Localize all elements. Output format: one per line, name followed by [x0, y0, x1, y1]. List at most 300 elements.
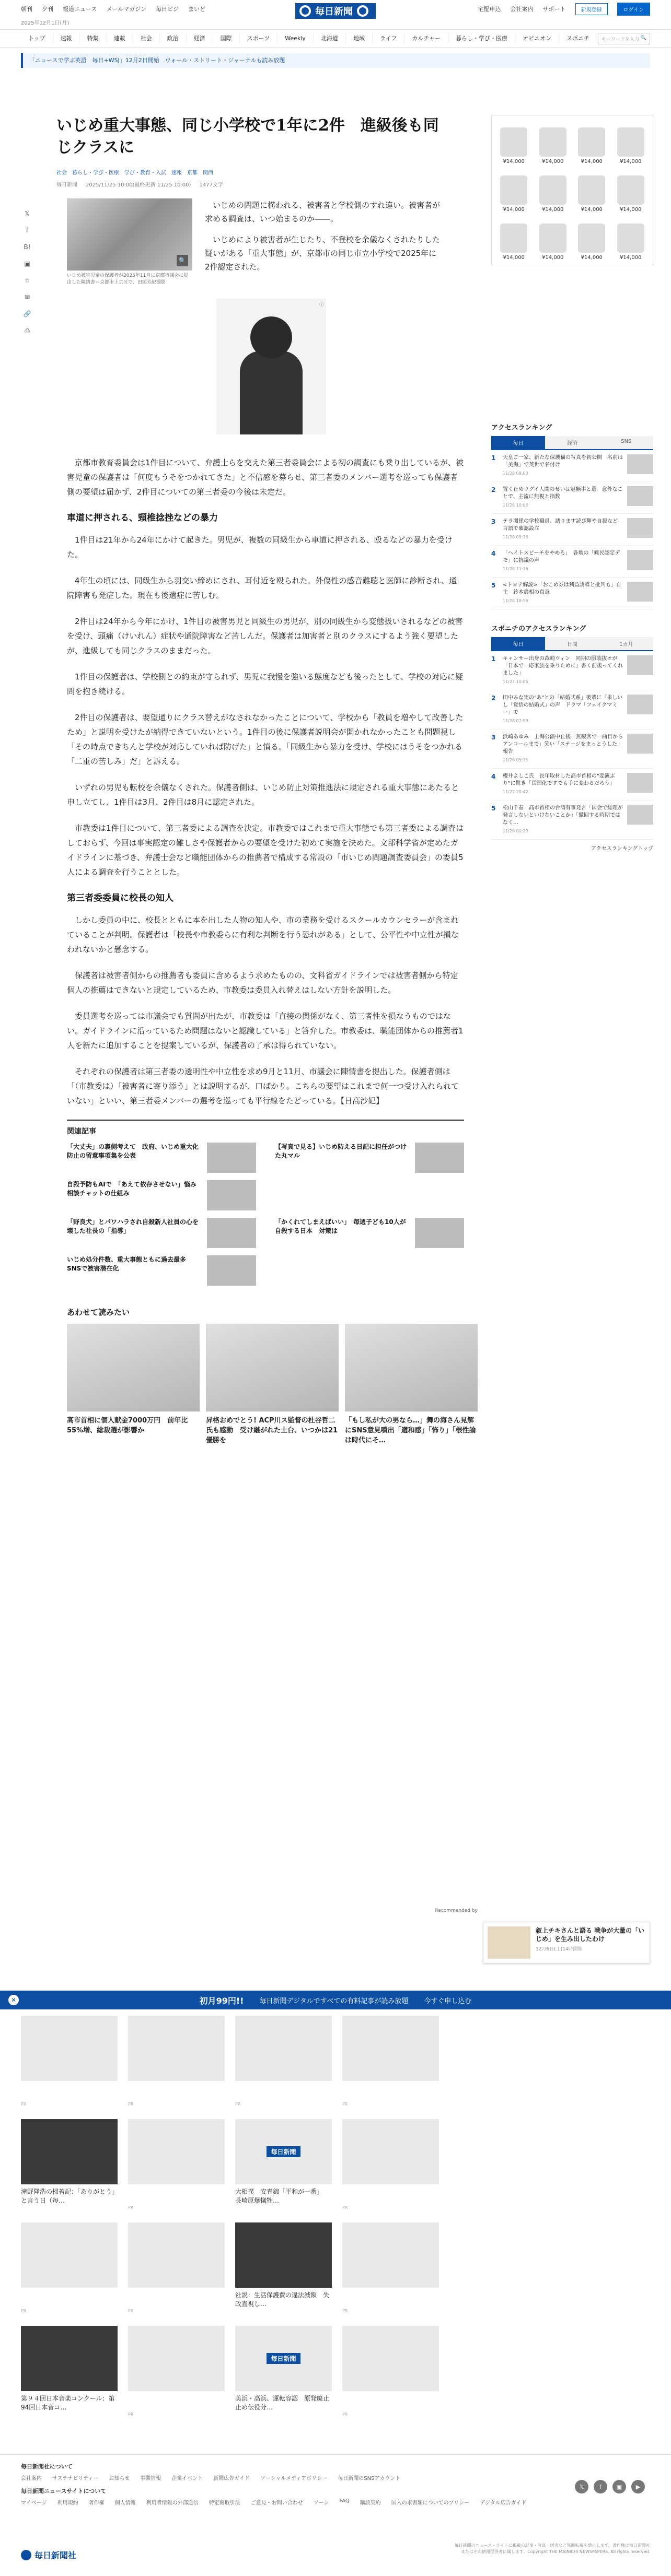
recommend-cards	[21, 2016, 439, 2417]
paragraph: 1件目の保護者は、学校側との約束が守られず、男児に我慢を強いる態度なども後ったとして、学校の対応に疑問を抱き続ける。	[67, 672, 464, 696]
card-title	[128, 2291, 225, 2309]
nav-item[interactable]: 北海道	[314, 33, 346, 44]
top-link[interactable]: 報道ニュース	[63, 6, 97, 13]
footer-links	[21, 2498, 650, 2506]
article-photo[interactable]	[67, 198, 192, 270]
ad-product[interactable]	[496, 216, 532, 261]
card-title	[128, 2187, 225, 2205]
related-title: 「大丈夫」の裏側考えて 政府、いじめ重大化防止の留意事項集を公表	[67, 1143, 199, 1159]
rank-thumb	[627, 734, 653, 754]
rec-card[interactable]	[342, 2119, 439, 2210]
tab-sns[interactable]: SNS	[599, 436, 653, 449]
rec-card[interactable]	[235, 2119, 332, 2210]
card-title: 美浜・高浜、運転容認 原発廃止止め伝役分…	[235, 2395, 330, 2411]
rank-number: 1	[491, 655, 496, 663]
link-icon[interactable]: 🔗	[23, 310, 31, 317]
footer	[0, 2454, 671, 2576]
rec-card[interactable]	[128, 2222, 225, 2313]
ad-product[interactable]	[574, 120, 610, 164]
product-image	[617, 175, 644, 205]
product-image	[500, 127, 527, 157]
ad-product[interactable]	[535, 120, 571, 164]
footer-link[interactable]: マイページ	[21, 2500, 47, 2506]
article-meta	[56, 180, 454, 188]
related-title: 自殺予防もAIで 「あえて依存させない」悩み相談チャットの仕組み	[67, 1181, 196, 1197]
footer-link[interactable]: FAQ	[339, 2498, 350, 2504]
sponichi-list	[491, 651, 653, 840]
facebook-icon[interactable]: f	[594, 2480, 607, 2493]
nav-item[interactable]: オピニオン	[515, 33, 559, 44]
rec-card[interactable]	[235, 2016, 332, 2107]
subscribe-bar[interactable]	[0, 1991, 671, 2009]
price: ¥14,000	[620, 255, 642, 261]
card-image	[206, 1324, 339, 1411]
price: ¥14,000	[581, 207, 603, 213]
card-image	[345, 1324, 478, 1411]
related-thumb	[207, 1143, 256, 1173]
footer-link[interactable]: 企業イベント	[171, 2476, 203, 2481]
copyright: 毎日新聞のニュース・サイトに掲載の記事・写真・図表など無断転載を禁止します。著作権は毎日新聞社またはその情報提供者に属します。Copyright THE MAINICHI NEWSPAPERS. All rights reserved.	[454, 2543, 650, 2554]
rank-number: 4	[491, 550, 496, 557]
card-title	[21, 2291, 118, 2309]
rank-number: 5	[491, 582, 496, 589]
related-thumb	[415, 1143, 464, 1173]
rank-thumb	[627, 454, 653, 474]
ad-product[interactable]	[574, 168, 610, 213]
main-nav	[0, 29, 671, 48]
related-item[interactable]	[67, 1218, 256, 1248]
tag-link[interactable]: 京都	[187, 170, 198, 176]
ranking-item[interactable]	[491, 482, 653, 514]
card-image	[128, 2222, 225, 2288]
rec-card[interactable]	[342, 2326, 439, 2417]
rank-number: 2	[491, 486, 496, 493]
related-thumb	[207, 1218, 256, 1248]
footer-heading: 毎日新聞社について	[21, 2463, 73, 2470]
card-title: 大相撲 安青錦「平和が一番」 長崎原爆犠牲…	[235, 2188, 327, 2204]
pr-label: PR	[342, 2412, 348, 2417]
rank-date: 11/28 07:53	[503, 719, 528, 723]
product-image	[578, 224, 605, 253]
price: ¥14,000	[542, 255, 564, 261]
sponichi-ranking	[491, 623, 653, 856]
ad-product[interactable]	[574, 216, 610, 261]
card-title	[128, 2084, 225, 2102]
register-button[interactable]: 新規登録	[575, 3, 608, 15]
related-thumb	[207, 1180, 256, 1210]
rank-date: 11/28 05:15	[503, 758, 528, 762]
related-item[interactable]	[67, 1255, 256, 1286]
rec-card[interactable]	[235, 2326, 332, 2417]
youtube-icon[interactable]: ▶	[631, 2480, 645, 2493]
card-title: 社説：生活保護費の違法減額 失政直視し…	[235, 2291, 330, 2308]
also-read-grid	[67, 1324, 480, 1445]
price: ¥14,000	[620, 159, 642, 164]
ad-product[interactable]	[496, 168, 532, 213]
share-bar	[21, 209, 33, 335]
rec-card[interactable]	[21, 2119, 118, 2210]
rank-thumb	[627, 773, 653, 793]
top-left-links	[21, 5, 205, 13]
top-link[interactable]: 朝刊	[21, 6, 32, 13]
subscribe-text: 毎日新聞デジタルですべての有料記事が読み放題	[259, 1997, 409, 2005]
top-link[interactable]: 宅配申込	[478, 6, 501, 13]
rank-thumb	[627, 486, 653, 506]
pr-label: PR	[21, 2309, 27, 2313]
paragraph: 京都市教育委員会は1件目について、弁護士らを交えた第三者委員会による初の調査にも乗り出しているが、被害児童の保護者は「何度もうそをつかれてきた」と不信感を募らせ、第三者委のメンバー選考を巡っても保護者側の要望は届かず、2件目についての第三者委の今後は未定だ。	[67, 458, 464, 497]
ad-product[interactable]	[535, 168, 571, 213]
also-read-card[interactable]	[206, 1324, 339, 1445]
pr-label: PR	[128, 2205, 134, 2210]
card-title: 「もし私が大の男なら…」舞の海さん見解にSNS意見噴出「適和感」「怖り」「根性論は時代にそ…	[345, 1417, 476, 1444]
price: ¥14,000	[503, 159, 525, 164]
rank-number: 3	[491, 518, 496, 525]
mail-icon[interactable]: ✉	[24, 293, 30, 301]
product-image	[539, 224, 566, 253]
lead-figure	[67, 198, 192, 286]
nav-item[interactable]: スポーツ	[240, 33, 278, 44]
site-logo[interactable]	[295, 3, 376, 19]
ad-product[interactable]	[613, 216, 649, 261]
rec-card[interactable]	[342, 2016, 439, 2107]
card-title	[342, 2394, 439, 2412]
footer-link[interactable]: ソーシ	[313, 2500, 329, 2506]
globe-icon	[357, 5, 368, 17]
tab-daily[interactable]: 毎日	[491, 436, 545, 449]
card-image	[235, 2222, 332, 2288]
rank-date: 11/28 00:23	[503, 829, 528, 833]
search-input[interactable]	[598, 33, 650, 44]
section-heading: 車道に押される、頸椎捻挫などの暴力	[67, 513, 218, 523]
pr-label: PR	[342, 2309, 348, 2313]
footer-link[interactable]: 特定商取引法	[209, 2500, 240, 2506]
timestamp: 2025/11/25 10:00(最終更新 11/25 10:00)	[86, 182, 191, 188]
footer-link[interactable]: 個人情報	[114, 2500, 136, 2506]
product-image	[500, 175, 527, 205]
inline-ad[interactable]	[216, 299, 326, 434]
zoom-icon[interactable]: 🔍	[177, 255, 188, 266]
ranking-list	[491, 450, 653, 609]
nav-item[interactable]: 特集	[80, 33, 107, 44]
footer-links	[21, 2474, 650, 2481]
article-title: いじめ重大事態、同じ小学校で1年に2件 進級後も同じクラスに	[56, 116, 439, 157]
card-image	[342, 2326, 439, 2391]
card-image	[342, 2016, 439, 2081]
paragraph: 委員選考を巡っては市議会でも質問が出たが、市教委は「直接の関係がなく、第三者性を損なうものではない。ガイドラインに沿っているため問題はないと認識している」と答弁した。市教委は、職能団体からの推薦者1人を新たに追加することを提案しているが、保護者の了承は得られていない。	[67, 1011, 464, 1050]
price: ¥14,000	[620, 207, 642, 213]
paragraph: 2件目は24年から今年にかけ、1件目の被害男児と同級生の男児が、別の同級生から変態扱いされるなどの被害を受け、頭痛（けいれん）症状や通院障害など苦しんだ。保護者は加害者と別のクラスにするよう強く要望したが、進級しても同じクラスのままだった。	[67, 617, 463, 655]
article	[41, 115, 476, 1445]
nav-item[interactable]: トップ	[21, 33, 53, 44]
toast-date: 12月6日(土)14時開始	[536, 1947, 583, 1952]
footer-link[interactable]: サステナビリティー	[52, 2476, 99, 2481]
tag-link[interactable]: 社会	[56, 170, 67, 176]
nav-item[interactable]: 暮らし・学び・医療	[448, 33, 515, 44]
search-placeholder: キーワードを入力	[601, 37, 640, 42]
rank-date: 11/28 18:56	[503, 598, 528, 603]
rank-number: 1	[491, 454, 496, 462]
article-tags	[56, 168, 454, 176]
ranking-item[interactable]	[491, 730, 653, 769]
lead-paragraph: いじめにより被害者が生じたり、不登校を余儀なくされたりした疑いがある「重大事態」が、京都市の同じ市立小学校で2025年に2件認定された。	[205, 235, 441, 272]
article-body	[67, 455, 464, 1108]
recommend-toast[interactable]	[483, 1922, 650, 1963]
ranking-item[interactable]	[491, 690, 653, 730]
related-title: いじめ処分件数、重大事態ともに過去最多 SNSで被害潜在化	[67, 1256, 193, 1272]
product-image	[500, 224, 527, 253]
footer-link[interactable]: 新聞広告ガイド	[213, 2476, 250, 2481]
related-articles	[67, 1120, 464, 1286]
footer-link[interactable]: 毎日新聞のSNSアカウント	[338, 2476, 401, 2481]
rank-title: 「ヘイトスピーチをやめろ」 各地の「難民認定デモ」に抗議の声	[503, 550, 620, 563]
footer-link[interactable]: ソーシャルメディアポリシー	[260, 2476, 328, 2481]
ad-product[interactable]	[613, 168, 649, 213]
paragraph: しかし委員の中に、校長とともに本を出した人物の知人や、市の業務を受けるスクールカウンセラーが含まれていることが判明。保護者は「校長や市教委らに有利な判断を行う恐れがある」として、公平性や中立性が損なわれないかと懸念する。	[67, 915, 459, 954]
paragraph: それぞれの保護者は第三者委の透明性や中立性を求め9月と11月、市議会に陳情書を提出した。保護者側は「（市教委は）「被害者に寄り添う」とは説明するが、口ばかり。こちらの要望はこれまで何一つ受け入れられていない」といい、第三者委メンバーの選考を巡っても平行線をたどっている。【日高沙妃】	[67, 1067, 459, 1105]
product-image	[617, 224, 644, 253]
section-heading: 第三者委委員に校長の知人	[67, 893, 173, 903]
tag-link[interactable]: 速報	[171, 170, 182, 176]
card-logo: 毎日新聞	[267, 2146, 300, 2157]
price: ¥14,000	[542, 207, 564, 213]
footer-heading: 毎日新聞ニュースサイトについて	[21, 2488, 107, 2495]
ad-person-body	[240, 351, 303, 434]
card-image	[21, 2326, 118, 2391]
rank-thumb	[627, 550, 653, 570]
related-item[interactable]	[275, 1218, 464, 1248]
top-link[interactable]: メールマガジン	[106, 6, 146, 13]
paragraph: 市教委は1件目について、第三者委による調査を決定。市教委ではこれまで重大事態でも第三者委による調査はしておらず、今回は事実認定の難しさや保護者からの要望を受けた初めて実施を決めた。文部科学省が定めたガイドラインに基づき、弁護士会など職能団体からの推薦者で構成する常設の「市いじめ問題調査委員会」の委員5人による調査を行うこととした。	[67, 824, 464, 877]
related-grid	[67, 1143, 464, 1286]
related-empty	[275, 1180, 464, 1210]
card-image	[342, 2119, 439, 2184]
promo-banner[interactable]: 「ニュースで学ぶ英語 毎日+WSJ」12月2日開始 ウォール・ストリート・ジャーナルも読み放題	[21, 53, 650, 68]
sidebar-ad-grid[interactable]	[491, 115, 653, 265]
nav-item[interactable]: カルチャー	[404, 33, 448, 44]
card-title: 高市首相に個人献金7000万円 前年比55%増、総裁選が影響か	[67, 1417, 188, 1434]
x-icon[interactable]: 𝕏	[575, 2480, 588, 2493]
rec-card[interactable]	[235, 2222, 332, 2313]
pr-label: PR	[342, 2102, 348, 2107]
hatena-icon[interactable]: B!	[24, 243, 31, 251]
char-count: 1477文字	[199, 182, 223, 188]
also-read-card[interactable]	[67, 1324, 200, 1445]
related-title: 【写真で見る】いじめ防える日記に担任がつけた丸マル	[275, 1143, 407, 1159]
ranking-item[interactable]	[491, 651, 653, 690]
tab-daily[interactable]: 毎日	[491, 637, 545, 650]
related-item[interactable]	[275, 1143, 464, 1173]
tag-link[interactable]: 関西	[203, 170, 213, 176]
pr-label: PR	[128, 2102, 134, 2107]
rank-title: 天皇ご一家、新たな保護猫の写真を初公開 名前は「美海」で英世で名付け	[503, 455, 623, 468]
lead-text	[205, 198, 440, 286]
ranking-item[interactable]	[491, 514, 653, 546]
pr-label: PR	[128, 2309, 134, 2313]
line-icon[interactable]: ▣	[24, 260, 30, 267]
photo-caption: いじめ被害児童の保護者が2025年11月に京都市議会に提出した陳情書＝京都市上京区で、田頭芳紀撮影	[67, 273, 189, 285]
globe-icon	[21, 2550, 31, 2560]
rank-title: キャンサー出身の森崎ウィン 同期の服装抜オが「日本で一応家族を乗りために」書く前後ってくれました」	[503, 656, 623, 676]
rec-card[interactable]	[21, 2326, 118, 2417]
product-image	[578, 175, 605, 205]
related-item[interactable]	[67, 1143, 256, 1173]
toast-title: 叙上チキさんと語る 戦争が大量の「いじめ」を生み出したわけ	[536, 1927, 645, 1943]
facebook-icon[interactable]: f	[26, 227, 29, 234]
price: ¥14,000	[581, 159, 603, 164]
paragraph: 4年生の頃には、同級生から羽交い締めにされ、耳付近を殴られた。外傷性の感音難聴と医師に診断され、通院障害も発症した。現在も後遺症に苦しむ。	[67, 576, 457, 600]
nav-item[interactable]: 社会	[133, 33, 160, 44]
product-image	[578, 127, 605, 157]
nav-item[interactable]: ライフ	[373, 33, 404, 44]
nav-item[interactable]: Weekly	[277, 33, 314, 44]
nav-item[interactable]: 連載	[107, 33, 133, 44]
rec-card[interactable]	[342, 2222, 439, 2313]
card-title: 昇格おめでとう! ACP川ス監督の杜谷哲二氏も感動 受け継がれた土台、いつかは21優勝を	[206, 1417, 338, 1444]
ranking-item[interactable]	[491, 578, 653, 609]
top-link[interactable]: 会社案内	[510, 6, 534, 13]
nav-item[interactable]: 政治	[160, 33, 187, 44]
footer-link[interactable]: ご意見・お問い合わせ	[250, 2500, 303, 2506]
date-text: 2025年12月1日(月)	[21, 20, 70, 26]
footer-logo[interactable]	[21, 2549, 76, 2561]
rank-thumb	[627, 518, 653, 538]
card-title	[342, 2084, 439, 2102]
ranking-item[interactable]	[491, 546, 653, 578]
product-image	[539, 175, 566, 205]
footer-link[interactable]: 国入の求書類についてのプリシー	[391, 2500, 470, 2506]
footer-link[interactable]: 事業情報	[140, 2476, 161, 2481]
pr-label: PR	[235, 2102, 241, 2107]
rank-title: 田中みな実の"あ"との「結婚式系」後輩に「果しいし「覚悟の結婚式」の声 ドラマ「フェイクマミー」で	[503, 695, 623, 715]
line-icon[interactable]: ▣	[612, 2480, 626, 2493]
footer-link[interactable]: 会社案内	[21, 2476, 42, 2481]
card-title	[342, 2187, 439, 2205]
footer-link[interactable]: デジタル広告ガイド	[480, 2500, 527, 2506]
card-title	[342, 2291, 439, 2309]
ranking-more-link[interactable]: アクセスランキングトップ	[591, 846, 653, 852]
price: ¥14,000	[503, 255, 525, 261]
card-image	[235, 2119, 332, 2184]
tag-link[interactable]: 学び・教育・入試	[124, 170, 166, 176]
card-title	[21, 2084, 118, 2102]
paragraph: 2件目の保護者は、要望通りにクラス替えがなされなかったことについて、学校から「教員を増やして改善したため」と説明を受けたが納得できていないという。1件目の後に保護者説明会が開かれなかったことも問題視し「その時点できちんと学校が対応していれば防げた」と憤る。「同級生から暴力を受け、学校にはうそをつかれる「二重の苦しみ」だ」と訴える。	[67, 713, 464, 766]
card-image	[128, 2119, 225, 2184]
also-read-heading: あわせて読みたい	[67, 1308, 130, 1317]
ad-info-icon[interactable]: ⓘ	[319, 302, 324, 308]
lead-row	[67, 198, 454, 286]
ranking-item[interactable]	[491, 450, 653, 482]
social-links	[575, 2480, 645, 2493]
ad-person-head	[250, 316, 292, 358]
rec-card[interactable]	[21, 2222, 118, 2313]
top-link[interactable]: 夕刊	[42, 6, 53, 13]
top-link[interactable]: 毎日ビジ	[155, 6, 179, 13]
paragraph: いずれの男児も転校を余儀なくされた。保護者側は、いじめ防止対策推進法に規定される重大事態にあたると申し立てし、1件目は3月、2件目は8月に認定された。	[67, 783, 459, 807]
subscribe-price: 初月99円!!	[199, 1995, 244, 2006]
card-image	[235, 2016, 332, 2081]
logo-text: 毎日新聞	[315, 6, 353, 17]
also-read-card[interactable]	[345, 1324, 478, 1445]
nav-item[interactable]: 経済	[187, 33, 213, 44]
tab-economy[interactable]: 経済	[545, 436, 599, 449]
card-image	[21, 2016, 118, 2081]
top-link[interactable]: サポート	[542, 6, 566, 13]
rank-title: 松山千春 高市首相の台湾有事発言「国会で総理が発言しないといけないことか」「撤回する時期ではなく…	[503, 805, 623, 826]
paragraph: 1件目は21年から24年にかけて起きた。男児が、複数の同級生から車道に押される、殴るなどの暴力を受けた。	[67, 535, 453, 559]
rec-card[interactable]	[128, 2326, 225, 2417]
x-icon[interactable]: 𝕏	[25, 210, 30, 217]
nav-item[interactable]: スポニチ	[559, 33, 597, 44]
rec-card[interactable]	[128, 2119, 225, 2210]
tab-month[interactable]: 1カ月	[599, 637, 653, 650]
close-icon[interactable]: ✕	[8, 1995, 19, 2005]
recommend-label: Recommended by	[435, 1908, 478, 1913]
card-image	[128, 2016, 225, 2081]
rank-date: 11/28 09:00	[503, 471, 528, 476]
nav-item[interactable]: 国際	[213, 33, 240, 44]
rank-thumb	[627, 695, 653, 714]
search-icon[interactable]: 🔍	[640, 36, 646, 41]
also-read	[67, 1307, 480, 1445]
rank-thumb	[627, 655, 653, 675]
ranking-item[interactable]	[491, 769, 653, 801]
rec-card[interactable]	[128, 2016, 225, 2107]
bookmark-icon[interactable]: ☆	[24, 277, 30, 284]
nav-item[interactable]: 速報	[53, 33, 80, 44]
footer-link[interactable]: 利用規約	[57, 2500, 78, 2506]
subscribe-cta[interactable]: 今すぐ申し込む	[424, 1997, 472, 2005]
price: ¥14,000	[503, 207, 525, 213]
rank-date: 11/28 11:18	[503, 567, 528, 571]
footer-link[interactable]: 著作権	[88, 2500, 105, 2506]
ranking-item[interactable]	[491, 801, 653, 840]
tab-day[interactable]: 日間	[545, 637, 599, 650]
top-right-links	[478, 3, 651, 16]
sponichi-title: スポニチのアクセスランキング	[491, 625, 586, 633]
price: ¥14,000	[542, 159, 564, 164]
paragraph: 保護者は被害者側からの推薦者も委員に含めるよう求めたものの、文科省ガイドラインでは被害者側から特定個人の推薦はできないと規定しているため、市教委は委員入れ替えはしない方針を説明した。	[67, 971, 458, 995]
rank-number: 5	[491, 805, 496, 812]
nav-item[interactable]: 地域	[346, 33, 373, 44]
ranking-tabs	[491, 436, 653, 450]
ad-product[interactable]	[613, 120, 649, 164]
sponichi-tabs	[491, 637, 653, 651]
card-image	[235, 2326, 332, 2391]
rank-date: 11/28 10:06	[503, 503, 528, 508]
login-button[interactable]: ログイン	[617, 3, 651, 16]
ad-product[interactable]	[535, 216, 571, 261]
rank-date: 11/28 09:16	[503, 535, 528, 539]
footer-link[interactable]: 購読契約	[360, 2500, 381, 2506]
footer-link[interactable]: 利用者情報の外部送信	[146, 2500, 199, 2506]
related-item[interactable]	[67, 1180, 256, 1210]
top-link[interactable]: まいど	[188, 6, 205, 13]
rank-thumb	[627, 582, 653, 602]
ad-product[interactable]	[496, 120, 532, 164]
tag-link[interactable]: 暮らし・学び・医療	[72, 170, 119, 176]
top-bar	[0, 0, 671, 18]
rank-date: 11/27 10:06	[503, 679, 528, 684]
card-logo: 毎日新聞	[267, 2353, 300, 2364]
rank-number: 4	[491, 773, 496, 780]
rank-date: 11/27 20:42	[503, 790, 528, 794]
toast-image	[488, 1926, 530, 1959]
related-title: 「かくれてしまえばいい」 毎週子ども10人が自殺する日本 対策は	[275, 1218, 406, 1234]
print-icon[interactable]: ⎙	[25, 326, 30, 334]
rec-card[interactable]	[21, 2016, 118, 2107]
card-title	[235, 2084, 332, 2102]
footer-link[interactable]: お知らせ	[109, 2476, 130, 2481]
